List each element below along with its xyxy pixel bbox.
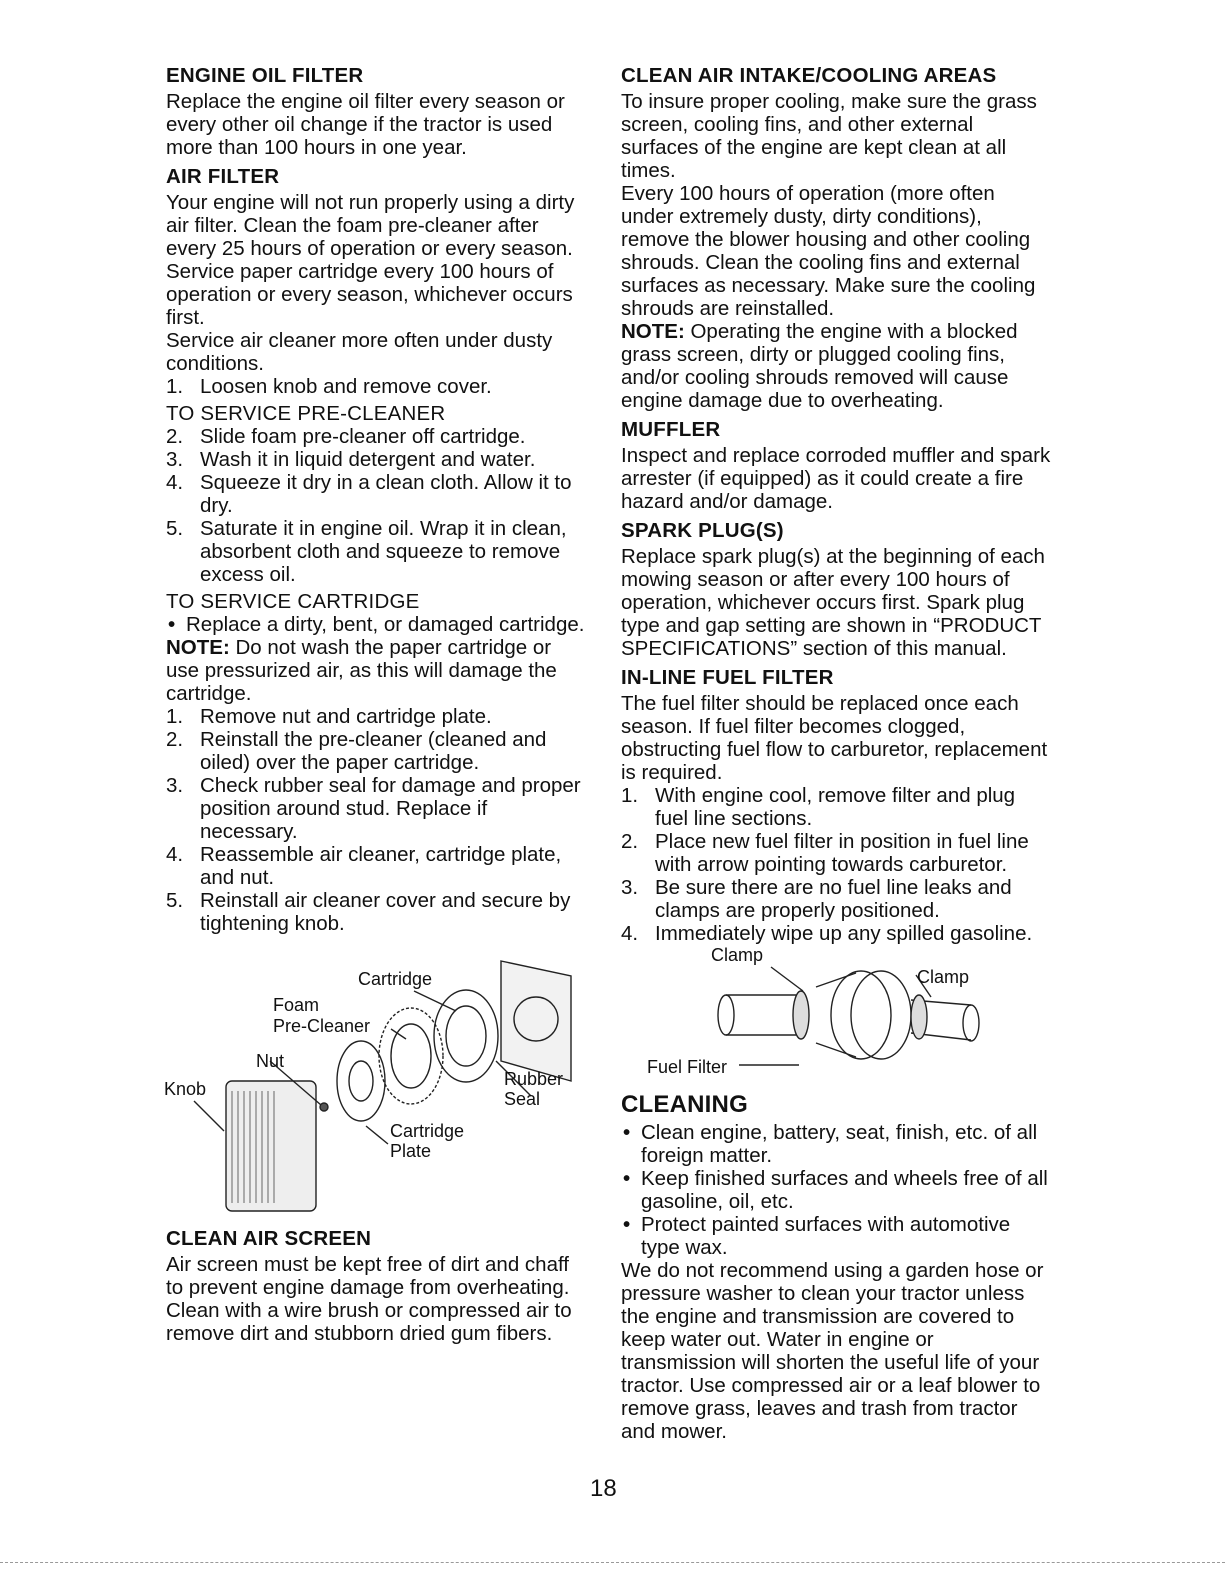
list-item: 2. Place new fuel filter in position in fuel line with arrow pointing towards carburetor. <box>621 830 1029 876</box>
muffler-heading: MUFFLER <box>621 418 721 441</box>
list-item: 4. Squeeze it dry in a clean cloth. Allow it to dry. <box>166 471 572 517</box>
diagram-label-pre-cleaner: Pre-Cleaner <box>273 1016 371 1036</box>
list-item: • Replace a dirty, bent, or damaged cartridge. <box>168 613 585 636</box>
cooling-areas-note: NOTE: Operating the engine with a blocked grass screen, dirty or plugged cooling fins, and/or cooling shrouds removed will cause engine damage due to overheating. <box>621 320 1018 412</box>
cartridge-steps <box>166 705 586 935</box>
cartridge-subheading: TO SERVICE CARTRIDGE <box>166 590 420 613</box>
engine-oil-filter-text: Replace the engine oil filter every season or every other oil change if the tractor is used more than 100 hours in one year. <box>166 90 565 159</box>
list-item: 1. Remove nut and cartridge plate. <box>166 705 492 728</box>
list-item: 5. Saturate it in engine oil. Wrap it in clean, absorbent cloth and squeeze to remove excess oil. <box>166 517 567 586</box>
list-item: 3. Wash it in liquid detergent and water. <box>166 448 536 471</box>
fuel-filter-steps <box>621 784 1051 945</box>
diagram-label-cartridge: Cartridge <box>358 969 433 989</box>
diagram-label-foam: Foam <box>273 995 320 1015</box>
fuel-filter-section <box>621 666 1051 1085</box>
diagram-label-cartridge-plate-2: Plate <box>390 1141 432 1161</box>
diagram-label-nut: Nut <box>256 1051 285 1071</box>
fuel-filter-text: The fuel filter should be replaced once each season. If fuel filter becomes clogged, obstructing fuel flow to carburetor, replacement is required. <box>621 692 1048 784</box>
diagram-label-rubber: Rubber <box>504 1069 564 1089</box>
cleaning-text: We do not recommend using a garden hose or pressure washer to clean your tractor unless the engine and transmission are covered to keep water out. Water in engine or transmission will shorten the useful life of your tractor. Use compressed air or a leaf blower to remove grass, leaves and trash from tractor and mower. <box>621 1259 1044 1443</box>
cooling-areas-text: To insure proper cooling, make sure the grass screen, cooling fins, and other external surfaces of the engine are kept clean at all times. <box>621 90 1037 182</box>
right-column <box>621 64 1051 1449</box>
pre-cleaner-steps <box>166 425 586 586</box>
pre-cleaner-subheading: TO SERVICE PRE-CLEANER <box>166 402 446 425</box>
list-item: 5. Reinstall air cleaner cover and secure by tightening knob. <box>166 889 571 935</box>
air-filter-step1-list <box>166 375 586 398</box>
list-item: 4. Immediately wipe up any spilled gasoline. <box>621 922 1033 945</box>
muffler-text: Inspect and replace corroded muffler and spark arrester (if equipped) as it could create a fire hazard and/or damage. <box>621 444 1051 513</box>
cooling-areas-section <box>621 64 1051 412</box>
clean-air-screen-heading: CLEAN AIR SCREEN <box>166 1227 372 1250</box>
list-item: 2. Reinstall the pre-cleaner (cleaned and oiled) over the paper cartridge. <box>166 728 547 774</box>
cleaning-section <box>621 1091 1051 1443</box>
fuel-filter-diagram <box>621 945 1051 1085</box>
air-filter-dusty-text: Service air cleaner more often under dusty conditions. <box>166 329 553 375</box>
engine-oil-filter-heading: ENGINE OIL FILTER <box>166 64 364 87</box>
clean-air-screen-section <box>166 1227 586 1345</box>
cartridge-bullets <box>166 613 586 636</box>
fuel-filter-heading: IN-LINE FUEL FILTER <box>621 666 834 689</box>
left-column <box>166 64 586 1351</box>
fuel-diagram-label-fuel-filter: Fuel Filter <box>647 1057 728 1077</box>
list-item: 2. Slide foam pre-cleaner off cartridge. <box>166 425 526 448</box>
list-item: • Clean engine, battery, seat, finish, etc. of all foreign matter. <box>623 1121 1038 1167</box>
diagram-label-cartridge-plate-1: Cartridge <box>390 1121 465 1141</box>
cartridge-note: NOTE: Do not wash the paper cartridge or use pressurized air, as this will damage the cartridge. <box>166 636 557 705</box>
list-item: 3. Check rubber seal for damage and proper position around stud. Replace if necessary. <box>166 774 581 843</box>
list-item: • Protect painted surfaces with automotive type wax. <box>623 1213 1011 1259</box>
cooling-areas-text-2: Every 100 hours of operation (more often under extremely dusty, dirty conditions), remove the blower housing and other cooling shrouds. Clean the cooling fins and external surfaces as necessary. Make sure the cooling shrouds are reinstalled. <box>621 182 1036 320</box>
fuel-diagram-label-clamp-right: Clamp <box>917 967 970 987</box>
cleaning-heading: CLEANING <box>621 1091 748 1118</box>
clean-air-screen-text: Air screen must be kept free of dirt and chaff to prevent engine damage from overheating. Clean with a wire brush or compressed air to remove dirt and stubborn dried gum fibers. <box>166 1253 572 1345</box>
bottom-divider <box>0 1562 1225 1563</box>
spark-plug-section <box>621 519 1051 660</box>
diagram-label-knob: Knob <box>164 1079 207 1099</box>
air-filter-section <box>166 165 586 1221</box>
air-filter-heading: AIR FILTER <box>166 165 280 188</box>
cleaning-bullets <box>621 1121 1051 1259</box>
muffler-section <box>621 418 1051 513</box>
list-item: 1. With engine cool, remove filter and plug fuel line sections. <box>621 784 1016 830</box>
diagram-label-seal: Seal <box>504 1089 541 1109</box>
page-number: 18 <box>590 1475 617 1502</box>
list-item: • Keep finished surfaces and wheels free of all gasoline, oil, etc. <box>623 1167 1048 1213</box>
cooling-areas-heading: CLEAN AIR INTAKE/COOLING AREAS <box>621 64 997 87</box>
list-item: 3. Be sure there are no fuel line leaks and clamps are properly positioned. <box>621 876 1012 922</box>
spark-plug-text: Replace spark plug(s) at the beginning of each mowing season or after every 100 hours of operation, whichever occurs first. Spark plug type and gap setting are shown in “PRODUCT SPECIFICATIONS” section of this manual. <box>621 545 1045 660</box>
list-item: 1. Loosen knob and remove cover. <box>166 375 492 398</box>
spark-plug-heading: SPARK PLUG(S) <box>621 519 784 542</box>
list-item: 4. Reassemble air cleaner, cartridge plate, and nut. <box>166 843 562 889</box>
fuel-diagram-label-clamp-left: Clamp <box>711 945 764 965</box>
air-cleaner-diagram <box>166 941 586 1221</box>
air-filter-text: Your engine will not run properly using a dirty air filter. Clean the foam pre-cleaner after every 25 hours of operation or every season. Service paper cartridge every 100 hours of operation or every season, whichever occurs first. <box>166 191 575 329</box>
engine-oil-filter-section <box>166 64 586 159</box>
